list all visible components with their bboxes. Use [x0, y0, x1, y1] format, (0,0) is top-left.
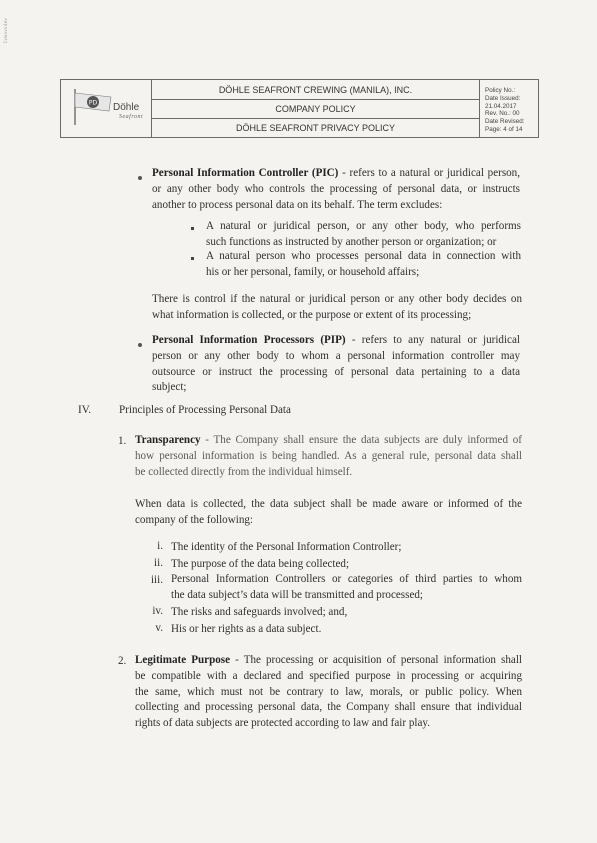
pip-line: subject;	[152, 381, 187, 394]
header-title-block	[152, 80, 480, 137]
pip-line: outsource or instruct the processing of personal data pertaining to a data	[152, 365, 520, 378]
legitimate-line: collecting and processing personal data, the Company shall ensure that individual	[135, 701, 522, 714]
exclusion-item	[206, 249, 521, 281]
list-item: The risks and safeguards involved; and,	[171, 606, 348, 618]
ship-flag-icon	[71, 87, 115, 127]
legitimate-term: Legitimate Purpose	[135, 654, 231, 666]
pip-line: - refers to any natural or juridical	[345, 334, 520, 346]
pic-line: or any other body who controls the processing of personal data, or instructs	[152, 182, 520, 195]
exclusion-line: such functions as instructed by another person or organization; or	[206, 235, 497, 248]
pic-definition	[152, 166, 520, 213]
control-line: what information is collected, or the purpose or extent of its processing;	[152, 308, 472, 321]
section-title: Principles of Processing Personal Data	[119, 404, 291, 416]
policy-no: Policy No.:	[485, 87, 516, 94]
when-collected-paragraph	[135, 497, 522, 529]
list-item: His or her rights as a data subject.	[171, 623, 322, 635]
document-title: DÖHLE SEAFRONT PRIVACY POLICY	[235, 123, 396, 133]
pip-line: person or any other body to whom a personal information controller may	[152, 349, 520, 362]
exclusion-line: A natural or juridical person, or any other body, who performs	[206, 220, 521, 232]
exclusion-line: his or her personal, family, or household affairs;	[206, 265, 420, 278]
list-number: i.	[157, 540, 163, 552]
exclusion-item	[206, 219, 521, 251]
date-issued: Date Issued: 21.04.2017	[485, 94, 521, 110]
legitimate-line: rights of data subjects are protected according to law and fair play.	[135, 717, 430, 730]
list-number: iii.	[150, 574, 163, 586]
list-item-line: the data subject’s data will be transmitted and processed;	[171, 588, 423, 601]
pic-line: another to process personal data on its behalf. The term excludes:	[152, 198, 443, 211]
pip-term: Personal Information Processors (PIP)	[152, 334, 346, 346]
company-logo	[61, 80, 152, 137]
list-item	[171, 572, 522, 604]
list-item: The purpose of the data being collected;	[171, 558, 350, 570]
legitimate-purpose-paragraph	[135, 653, 522, 732]
legitimate-line: - The processing or acquisition of personal information shall	[230, 654, 522, 666]
svg-text:PD: PD	[88, 99, 98, 107]
list-number: v.	[155, 622, 163, 634]
company-name: DÖHLE SEAFRONT CREWING (MANILA), INC.	[152, 81, 479, 100]
square-bullet-icon	[191, 227, 194, 230]
item-number: 1.	[118, 435, 127, 447]
pic-line: - refers to a natural or juridical person,	[338, 167, 520, 179]
legitimate-line: the same, which must not be contrary to law, morals, or public policy. When	[135, 685, 522, 698]
exclusion-line: A natural person who processes personal data in connection with	[206, 250, 521, 262]
control-paragraph	[152, 292, 522, 324]
bullet-icon	[138, 176, 142, 180]
square-bullet-icon	[191, 257, 194, 260]
list-item: The identity of the Personal Information Controller;	[171, 541, 402, 553]
scan-margin-mark: 1vwvvv4ev	[3, 18, 8, 44]
policy-meta	[485, 87, 537, 134]
section-number: IV.	[78, 404, 92, 416]
transparency-line: how personal information is being handled. As a general rule, personal data shall	[135, 449, 522, 462]
pip-definition	[152, 333, 520, 396]
logo-wordmark: Döhle	[113, 102, 140, 113]
transparency-paragraph	[135, 433, 522, 480]
transparency-line: - The Company shall ensure the data subjects are duly informed of	[200, 434, 522, 446]
logo-subtitle: Seafront	[119, 114, 144, 120]
document-type: COMPANY POLICY	[152, 100, 479, 119]
list-number: iv.	[152, 605, 163, 617]
page-number: Page: 4 of 14	[485, 125, 523, 133]
bullet-icon	[138, 343, 142, 347]
pic-term: Personal Information Controller (PIC)	[152, 167, 339, 179]
when-line: company of the following:	[135, 513, 254, 526]
list-number: ii.	[154, 557, 163, 569]
transparency-line: be collected directly from the individual himself.	[135, 465, 353, 478]
control-line: There is control if the natural or juridical person or any other body decides on	[152, 293, 522, 305]
date-revised: Date Revised:	[485, 118, 525, 126]
when-line: When data is collected, the data subject shall be made aware or informed of the	[135, 498, 522, 510]
list-item-line: Personal Information Controllers or categories of third parties to whom	[171, 573, 522, 585]
rev-no: Rev. No.: 00	[485, 110, 520, 118]
transparency-term: Transparency	[135, 434, 201, 446]
document-header	[60, 79, 539, 138]
item-number: 2.	[118, 655, 127, 667]
legitimate-line: be compatible with a declared and specified purpose in processing or acquiring	[135, 669, 522, 682]
